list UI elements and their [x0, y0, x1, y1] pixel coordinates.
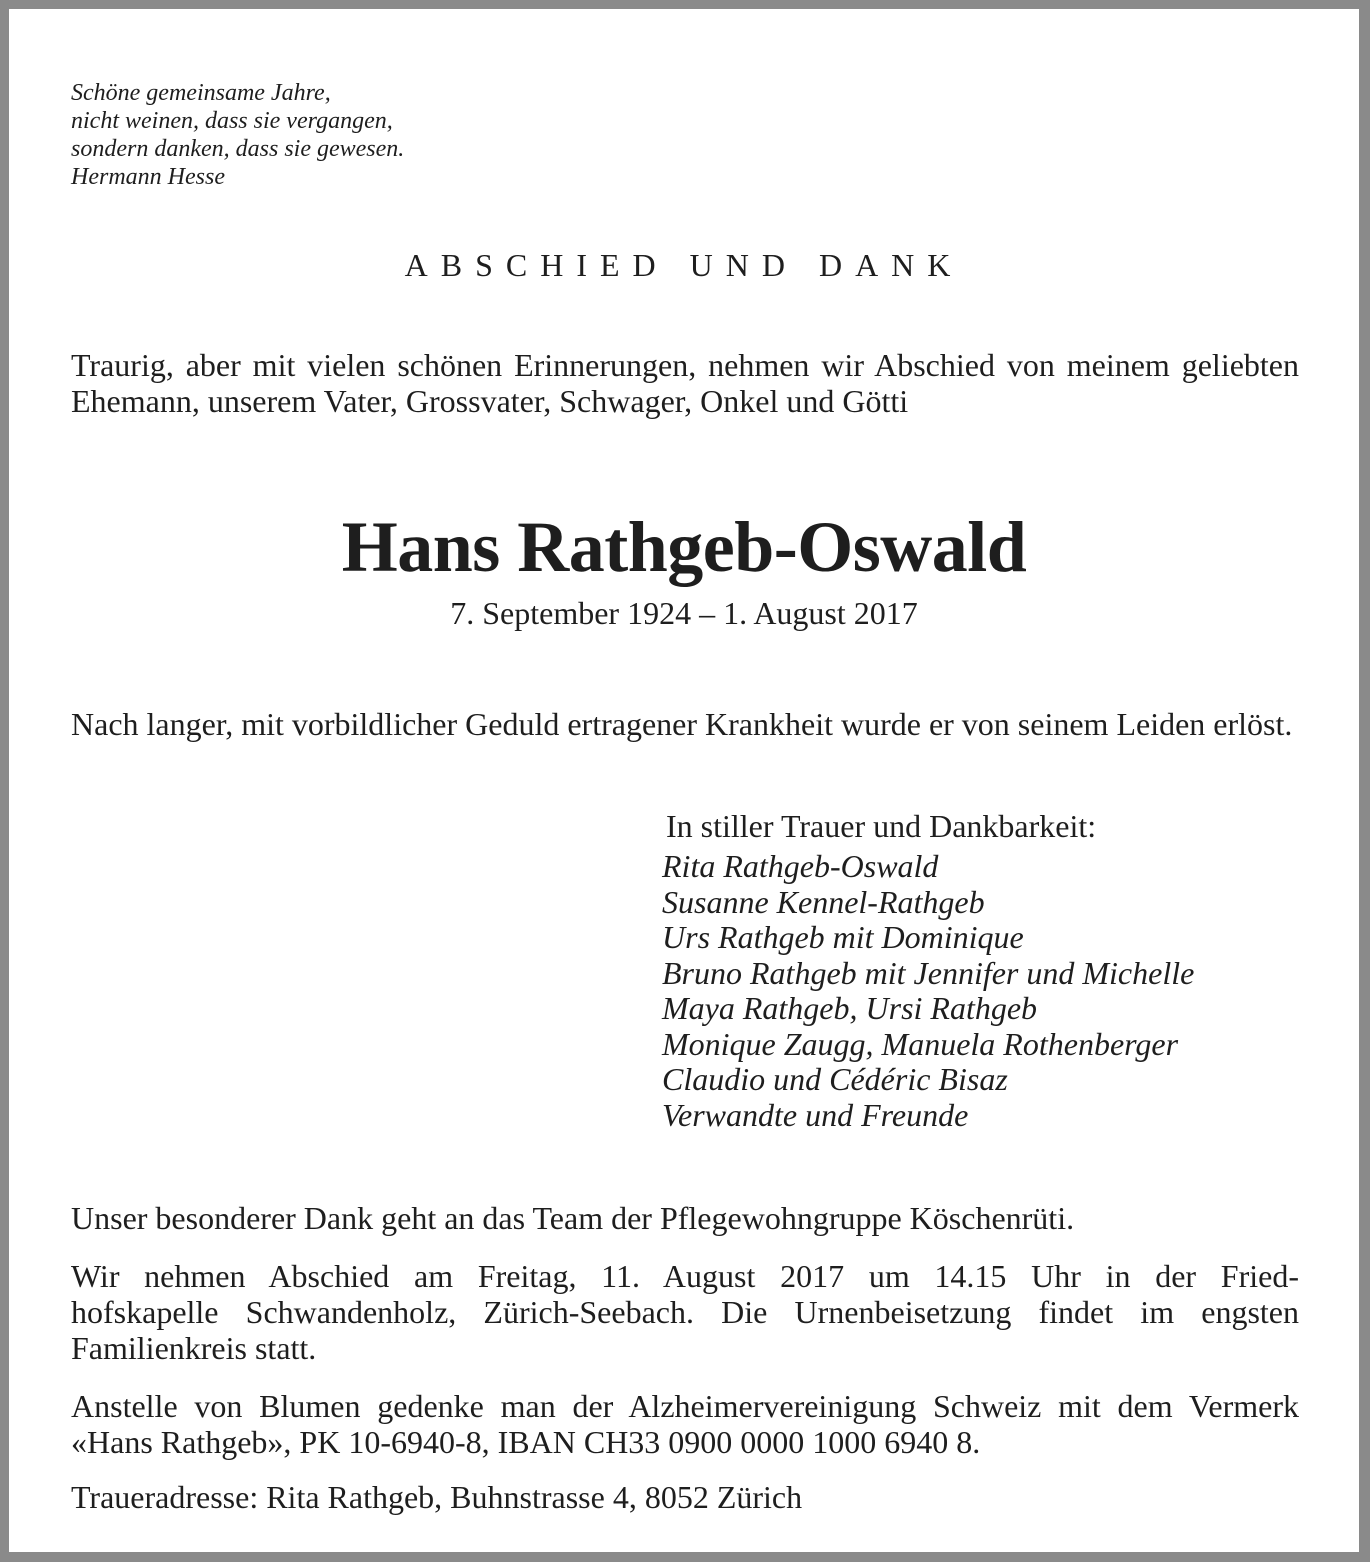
quote-author: Hermann Hesse — [71, 164, 225, 190]
mourners-list — [662, 849, 1194, 1133]
mourner-name: Bruno Rathgeb mit Jennifer und Michelle — [662, 954, 1195, 991]
notice-heading: ABSCHIED UND DANK — [404, 247, 964, 283]
mourners-heading: In stiller Trauer und Dankbarkeit: — [666, 808, 1097, 844]
hesse-quote — [71, 79, 404, 191]
deceased-name: Hans Rathgeb-Oswald — [341, 507, 1027, 587]
farewell-rest: hofskapelle Schwandenholz, Zürich-Seebach. Die Urnenbeisetzung findet im engsten Familienkreis statt. — [71, 1294, 1299, 1366]
mourner-name: Claudio und Cédéric Bisaz — [662, 1061, 1008, 1097]
donation-paragraph: Anstelle von Blumen gedenke man der Alzheimervereinigung Schweiz mit dem Vermerk «Hans Rathgeb», PK 10-6940-8, IBAN CH33 0900 0000 1000 6940 8. — [71, 1388, 1299, 1460]
mourner-name: Maya Rathgeb, Ursi Rathgeb — [662, 990, 1038, 1026]
obituary-notice — [9, 9, 1359, 1552]
farewell-first-line: Wir nehmen Abschied am Freitag, 11. August 2017 um 14.15 Uhr in der Fried- — [71, 1258, 1299, 1294]
mourner-name: Urs Rathgeb mit Dominique — [662, 919, 1024, 955]
mourner-name: Rita Rathgeb-Oswald — [662, 848, 939, 884]
quote-line: Schöne gemeinsame Jahre, — [71, 80, 331, 106]
mourner-name: Verwandte und Freunde — [662, 1096, 969, 1133]
quote-line: sondern danken, dass sie gewesen. — [71, 136, 405, 162]
illness-paragraph: Nach langer, mit vorbildlicher Geduld ertragener Krankheit wurde er von seinem Leiden erlöst. — [71, 706, 1293, 742]
farewell-paragraph — [71, 1258, 1299, 1366]
intro-paragraph: Traurig, aber mit vielen schönen Erinnerungen, nehmen wir Abschied von meinem geliebten Ehemann, unserem Vater, Grossvater, Schwager, Onkel und Götti — [71, 347, 1299, 419]
quote-line: nicht weinen, dass sie vergangen, — [71, 108, 393, 134]
mourner-name: Susanne Kennel-Rathgeb — [662, 883, 985, 920]
mourning-address: Traueradresse: Rita Rathgeb, Buhnstrasse 4, 8052 Zürich — [71, 1479, 803, 1515]
life-dates: 7. September 1924 – 1. August 2017 — [450, 595, 918, 631]
thanks-paragraph: Unser besonderer Dank geht an das Team der Pflegewohngruppe Köschenrüti. — [71, 1200, 1075, 1236]
mourner-name: Monique Zaugg, Manuela Rothenberger — [662, 1025, 1179, 1062]
